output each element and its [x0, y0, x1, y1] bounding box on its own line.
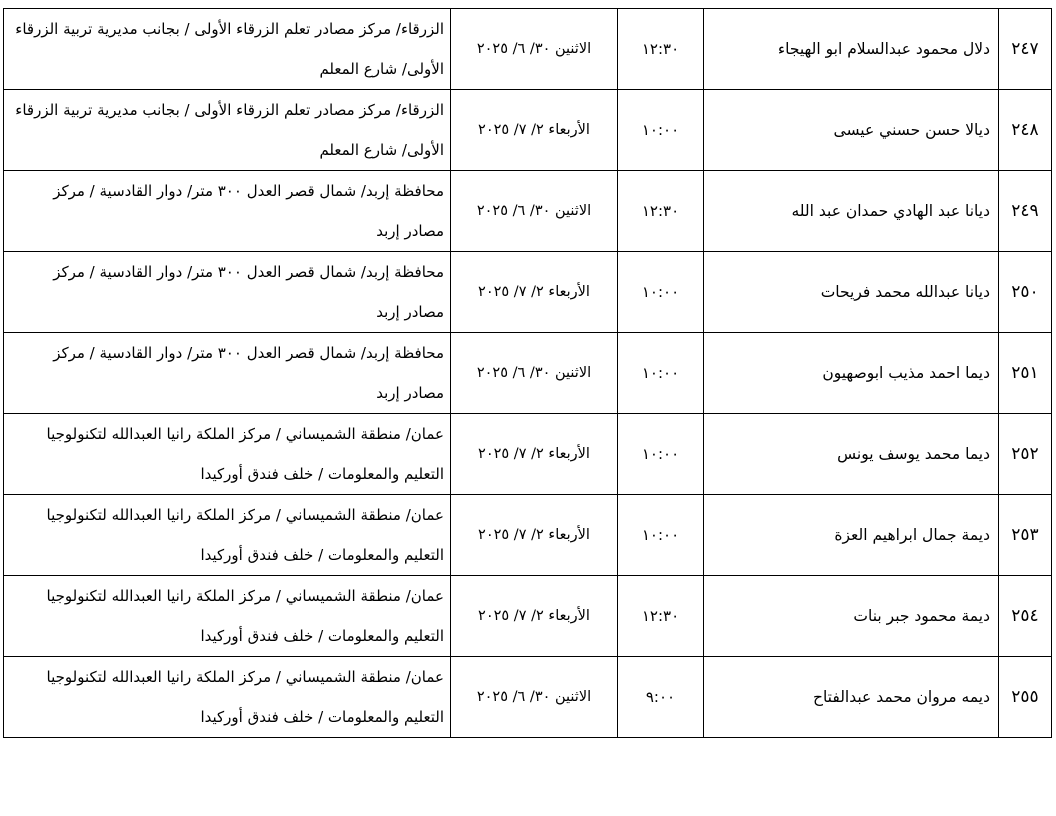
location-cell [4, 252, 451, 333]
location-line: مصادر إربد [376, 222, 444, 240]
table-row [4, 495, 1052, 576]
table-row [4, 252, 1052, 333]
location-line: الزرقاء/ مركز مصادر تعلم الزرقاء الأولى / بجانب مديرية تربية الزرقاء [15, 101, 444, 119]
appointment-time: ١٢:٣٠ [618, 9, 704, 90]
location-line: التعليم والمعلومات / خلف فندق أوركيدا [200, 708, 444, 726]
location-line: التعليم والمعلومات / خلف فندق أوركيدا [200, 546, 444, 564]
appointment-date: الأربعاء ٢/ ٧/ ٢٠٢٥ [451, 90, 618, 171]
appointment-time: ١٠:٠٠ [618, 333, 704, 414]
location-line: عمان/ منطقة الشميساني / مركز الملكة رانيا العبدالله لتكنولوجيا [46, 506, 444, 524]
appointment-date: الأربعاء ٢/ ٧/ ٢٠٢٥ [451, 414, 618, 495]
appointment-time: ١٠:٠٠ [618, 414, 704, 495]
location-line: محافظة إربد/ شمال قصر العدل ٣٠٠ متر/ دوار القادسية / مركز [53, 263, 444, 281]
table-row [4, 9, 1052, 90]
appointment-date: الاثنين ٣٠/ ٦/ ٢٠٢٥ [451, 657, 618, 738]
table-row [4, 171, 1052, 252]
appointment-time: ١٠:٠٠ [618, 90, 704, 171]
row-number: ٢٤٩ [999, 171, 1052, 252]
appointment-date: الاثنين ٣٠/ ٦/ ٢٠٢٥ [451, 9, 618, 90]
row-number: ٢٥٣ [999, 495, 1052, 576]
person-name: ديما محمد يوسف يونس [704, 414, 999, 495]
appointment-date: الاثنين ٣٠/ ٦/ ٢٠٢٥ [451, 171, 618, 252]
appointment-time: ١٠:٠٠ [618, 495, 704, 576]
row-number: ٢٥٥ [999, 657, 1052, 738]
appointment-time: ١٢:٣٠ [618, 171, 704, 252]
location-cell [4, 495, 451, 576]
row-number: ٢٥٤ [999, 576, 1052, 657]
location-line: محافظة إربد/ شمال قصر العدل ٣٠٠ متر/ دوار القادسية / مركز [53, 344, 444, 362]
row-number: ٢٥١ [999, 333, 1052, 414]
location-cell [4, 171, 451, 252]
location-line: مصادر إربد [376, 384, 444, 402]
location-cell [4, 576, 451, 657]
appointment-date: الأربعاء ٢/ ٧/ ٢٠٢٥ [451, 576, 618, 657]
row-number: ٢٥٠ [999, 252, 1052, 333]
location-cell [4, 90, 451, 171]
location-line: الأولى/ شارع المعلم [319, 141, 444, 159]
location-line: الزرقاء/ مركز مصادر تعلم الزرقاء الأولى / بجانب مديرية تربية الزرقاء [15, 20, 444, 38]
person-name: ديانا عبد الهادي حمدان عبد الله [704, 171, 999, 252]
person-name: ديانا عبدالله محمد فريحات [704, 252, 999, 333]
row-number: ٢٤٨ [999, 90, 1052, 171]
location-cell [4, 9, 451, 90]
person-name: ديما احمد مذيب ابوصهيون [704, 333, 999, 414]
location-line: التعليم والمعلومات / خلف فندق أوركيدا [200, 465, 444, 483]
table-row [4, 90, 1052, 171]
location-line: عمان/ منطقة الشميساني / مركز الملكة رانيا العبدالله لتكنولوجيا [46, 425, 444, 443]
location-cell [4, 414, 451, 495]
table-row [4, 576, 1052, 657]
person-name: ديمة محمود جبر بنات [704, 576, 999, 657]
person-name: ديالا حسن حسني عيسى [704, 90, 999, 171]
table-row [4, 333, 1052, 414]
row-number: ٢٥٢ [999, 414, 1052, 495]
schedule-table [3, 8, 1052, 738]
location-cell [4, 333, 451, 414]
schedule-rows [4, 9, 1052, 738]
person-name: ديمة جمال ابراهيم العزة [704, 495, 999, 576]
location-line: مصادر إربد [376, 303, 444, 321]
appointment-time: ١٠:٠٠ [618, 252, 704, 333]
location-line: محافظة إربد/ شمال قصر العدل ٣٠٠ متر/ دوار القادسية / مركز [53, 182, 444, 200]
person-name: دلال محمود عبدالسلام ابو الهيجاء [704, 9, 999, 90]
table-row [4, 657, 1052, 738]
appointment-time: ٩:٠٠ [618, 657, 704, 738]
appointment-date: الأربعاء ٢/ ٧/ ٢٠٢٥ [451, 252, 618, 333]
location-cell [4, 657, 451, 738]
appointment-date: الأربعاء ٢/ ٧/ ٢٠٢٥ [451, 495, 618, 576]
row-number: ٢٤٧ [999, 9, 1052, 90]
location-line: عمان/ منطقة الشميساني / مركز الملكة رانيا العبدالله لتكنولوجيا [46, 587, 444, 605]
table-row [4, 414, 1052, 495]
location-line: عمان/ منطقة الشميساني / مركز الملكة رانيا العبدالله لتكنولوجيا [46, 668, 444, 686]
location-line: الأولى/ شارع المعلم [319, 60, 444, 78]
appointment-date: الاثنين ٣٠/ ٦/ ٢٠٢٥ [451, 333, 618, 414]
person-name: ديمه مروان محمد عبدالفتاح [704, 657, 999, 738]
appointment-time: ١٢:٣٠ [618, 576, 704, 657]
location-line: التعليم والمعلومات / خلف فندق أوركيدا [200, 627, 444, 645]
